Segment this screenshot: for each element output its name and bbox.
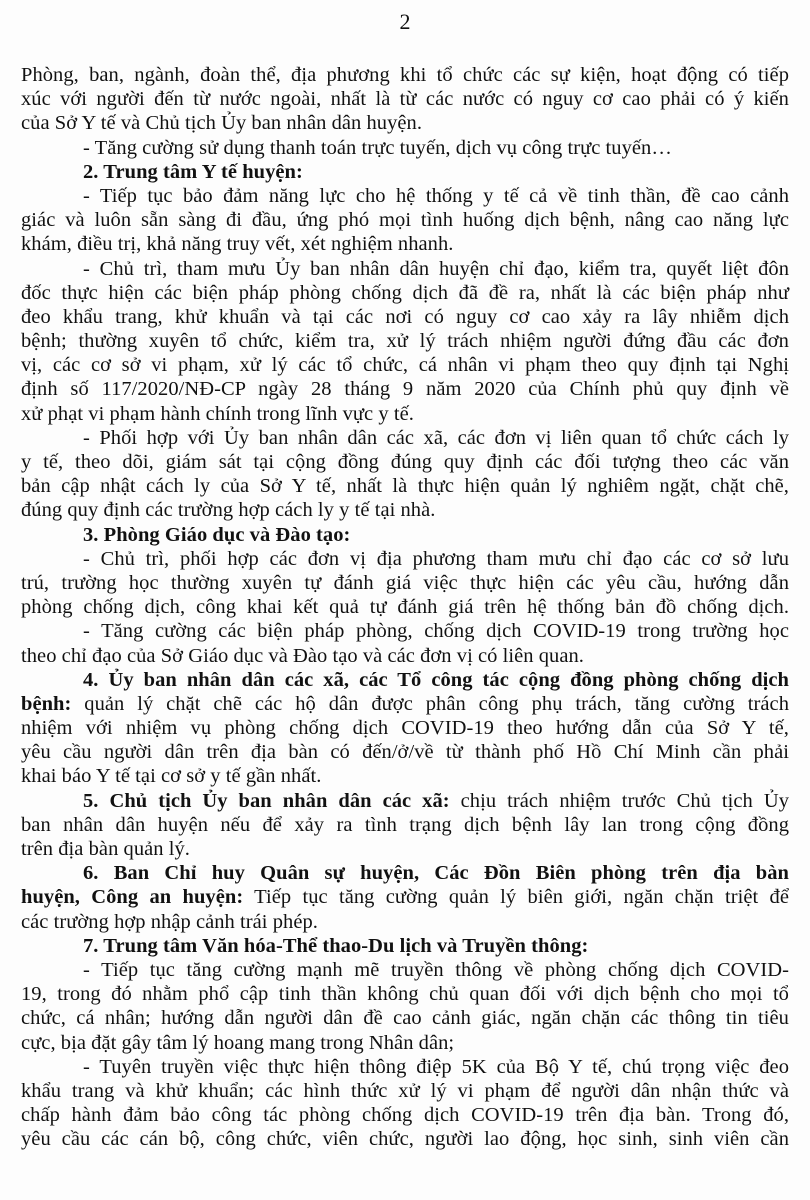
text-line: y tế, theo dõi, giám sát tại cộng đồng đúng quy định các đối tượng theo các văn — [21, 451, 789, 473]
text-line: - Tiếp tục bảo đảm năng lực cho hệ thống y tế cả về tinh thần, đề cao cảnh — [83, 184, 789, 207]
text-line — [21, 692, 789, 716]
text-fragment: Tiếp tục tăng cường quản lý biên giới, ngăn chặn triệt để — [243, 886, 789, 909]
text-line: bản cập nhật cách ly của Sở Y tế, nhất là thực hiện quản lý nghiêm ngặt, chặt chẽ, — [21, 475, 789, 498]
document-body — [21, 63, 789, 1151]
text-line: Phòng, ban, ngành, đoàn thể, địa phương khi tổ chức các sự kiện, hoạt động có tiếp — [21, 64, 789, 86]
text-line: các trường hợp nhập cảnh trái phép. — [21, 910, 318, 933]
section-heading: 6. Ban Chỉ huy Quân sự huyện, Các Đồn Biên phòng trên địa bàn — [83, 862, 789, 885]
section-heading: 4. Ủy ban nhân dân các xã, các Tổ công tác cộng đồng phòng chống dịch — [83, 668, 789, 691]
text-fragment: chịu trách nhiệm trước Chủ tịch Ủy — [449, 789, 789, 812]
text-line: 19, trong đó nhằm phổ cập tinh thần không chủ quan đối với dịch bệnh cho mọi tổ — [21, 983, 789, 1006]
text-line: đeo khẩu trang, khử khuẩn và tại các nơi có nguy cơ cao xảy ra lây nhiễm dịch — [21, 305, 789, 328]
text-line: - Chủ trì, phối hợp các đơn vị địa phương tham mưu chỉ đạo các cơ sở lưu — [83, 547, 789, 570]
text-line: định số 117/2020/NĐ-CP ngày 28 tháng 9 năm 2020 của Chính phủ quy định về — [21, 378, 789, 401]
heading-fragment: huyện, Công an huyện: — [21, 886, 244, 909]
text-line: khẩu trang và khử khuẩn; các hình thức xử lý vi phạm để người dân nhận thức và — [21, 1079, 789, 1102]
page-number: 2 — [399, 9, 411, 34]
text-line: khai báo Y tế tại cơ sở y tế gần nhất. — [21, 765, 322, 788]
text-line: phòng chống dịch, công khai kết quả tự đánh giá trên hệ thống bản đồ chống dịch. — [21, 596, 789, 619]
text-line: theo chỉ đạo của Sở Giáo dục và Đào tạo và các đơn vị có liên quan. — [21, 644, 584, 667]
text-line: giác và luôn sẵn sàng đi đầu, ứng phó mọi tình huống dịch bệnh, nâng cao năng lực — [21, 209, 789, 232]
text-line: chấp hành đảm bảo công tác phòng chống dịch COVID-19 trên địa bàn. Trong đó, — [21, 1104, 789, 1127]
section-heading: 3. Phòng Giáo dục và Đào tạo: — [83, 523, 351, 546]
text-line: bệnh; thường xuyên tổ chức, kiểm tra, xử lý trách nhiệm người đứng đầu các đơn — [21, 330, 789, 353]
text-line: xử phạt vi phạm hành chính trong lĩnh vực y tế. — [21, 402, 414, 425]
text-line: trên địa bàn quản lý. — [21, 838, 190, 860]
heading-fragment: bệnh: — [21, 692, 72, 715]
text-line: của Sở Y tế và Chủ tịch Ủy ban nhân dân huyện. — [21, 112, 423, 135]
text-line: đốc thực hiện các biện pháp phòng chống dịch đã đề ra, nhất là các biện pháp như — [21, 281, 789, 304]
text-line: yêu cầu người dân trên địa bàn có đến/ở/về từ thành phố Hồ Chí Minh cần phải — [21, 741, 789, 764]
text-line: - Phối hợp với Ủy ban nhân dân các xã, các đơn vị liên quan tổ chức cách ly — [83, 426, 789, 449]
text-line: đúng quy định các trường hợp cách ly y tế tại nhà. — [21, 499, 436, 522]
text-fragment: quản lý chặt chẽ các hộ dân được phân công phụ trách, tăng cường trách — [71, 692, 789, 715]
heading-fragment: 5. Chủ tịch Ủy ban nhân dân các xã: — [83, 789, 450, 812]
text-line: khám, điều trị, khả năng truy vết, xét nghiệm nhanh. — [21, 233, 454, 256]
text-line: ban nhân dân huyện nếu để xảy ra tình trạng dịch bệnh lây lan trong cộng đồng — [21, 813, 789, 836]
text-line: cực, bịa đặt gây tâm lý hoang mang trong Nhân dân; — [21, 1031, 455, 1054]
text-line: nhiệm với nhiệm vụ phòng chống dịch COVID-19 theo hướng dẫn của Sở Y tế, — [21, 717, 789, 740]
text-line — [21, 885, 789, 909]
text-line: - Tăng cường các biện pháp phòng, chống dịch COVID-19 trong trường học — [83, 620, 789, 643]
text-line: xúc với người đến từ nước ngoài, nhất là từ các nước có nguy cơ cao phải có ý kiến — [21, 88, 789, 111]
text-line: - Tiếp tục tăng cường mạnh mẽ truyền thông về phòng chống dịch COVID- — [83, 958, 789, 981]
text-line: chức, cá nhân; hướng dẫn người dân đề cao cảnh giác, ngăn chặn các thông tin tiêu — [21, 1007, 789, 1030]
text-line: - Tuyên truyền việc thực hiện thông điệp 5K của Bộ Y tế, chú trọng việc đeo — [83, 1055, 789, 1078]
text-line: - Chủ trì, tham mưu Ủy ban nhân dân huyện chỉ đạo, kiểm tra, quyết liệt đôn — [83, 257, 789, 280]
text-line: yêu cầu các cán bộ, công chức, viên chức, người lao động, học sinh, sinh viên cần — [21, 1128, 789, 1151]
text-line: - Tăng cường sử dụng thanh toán trực tuyến, dịch vụ công trực tuyến… — [83, 136, 672, 159]
text-line: trú, trường học thường xuyên tự đánh giá việc thực hiện các yêu cầu, hướng dẫn — [21, 571, 789, 594]
section-heading: 7. Trung tâm Văn hóa-Thể thao-Du lịch và Truyền thông: — [83, 934, 589, 957]
section-heading: 2. Trung tâm Y tế huyện: — [83, 160, 303, 183]
text-line — [21, 789, 789, 813]
text-line: vị, các cơ sở vi phạm, xử lý các tổ chức, cá nhân vi phạm theo quy định tại Nghị — [21, 354, 789, 377]
